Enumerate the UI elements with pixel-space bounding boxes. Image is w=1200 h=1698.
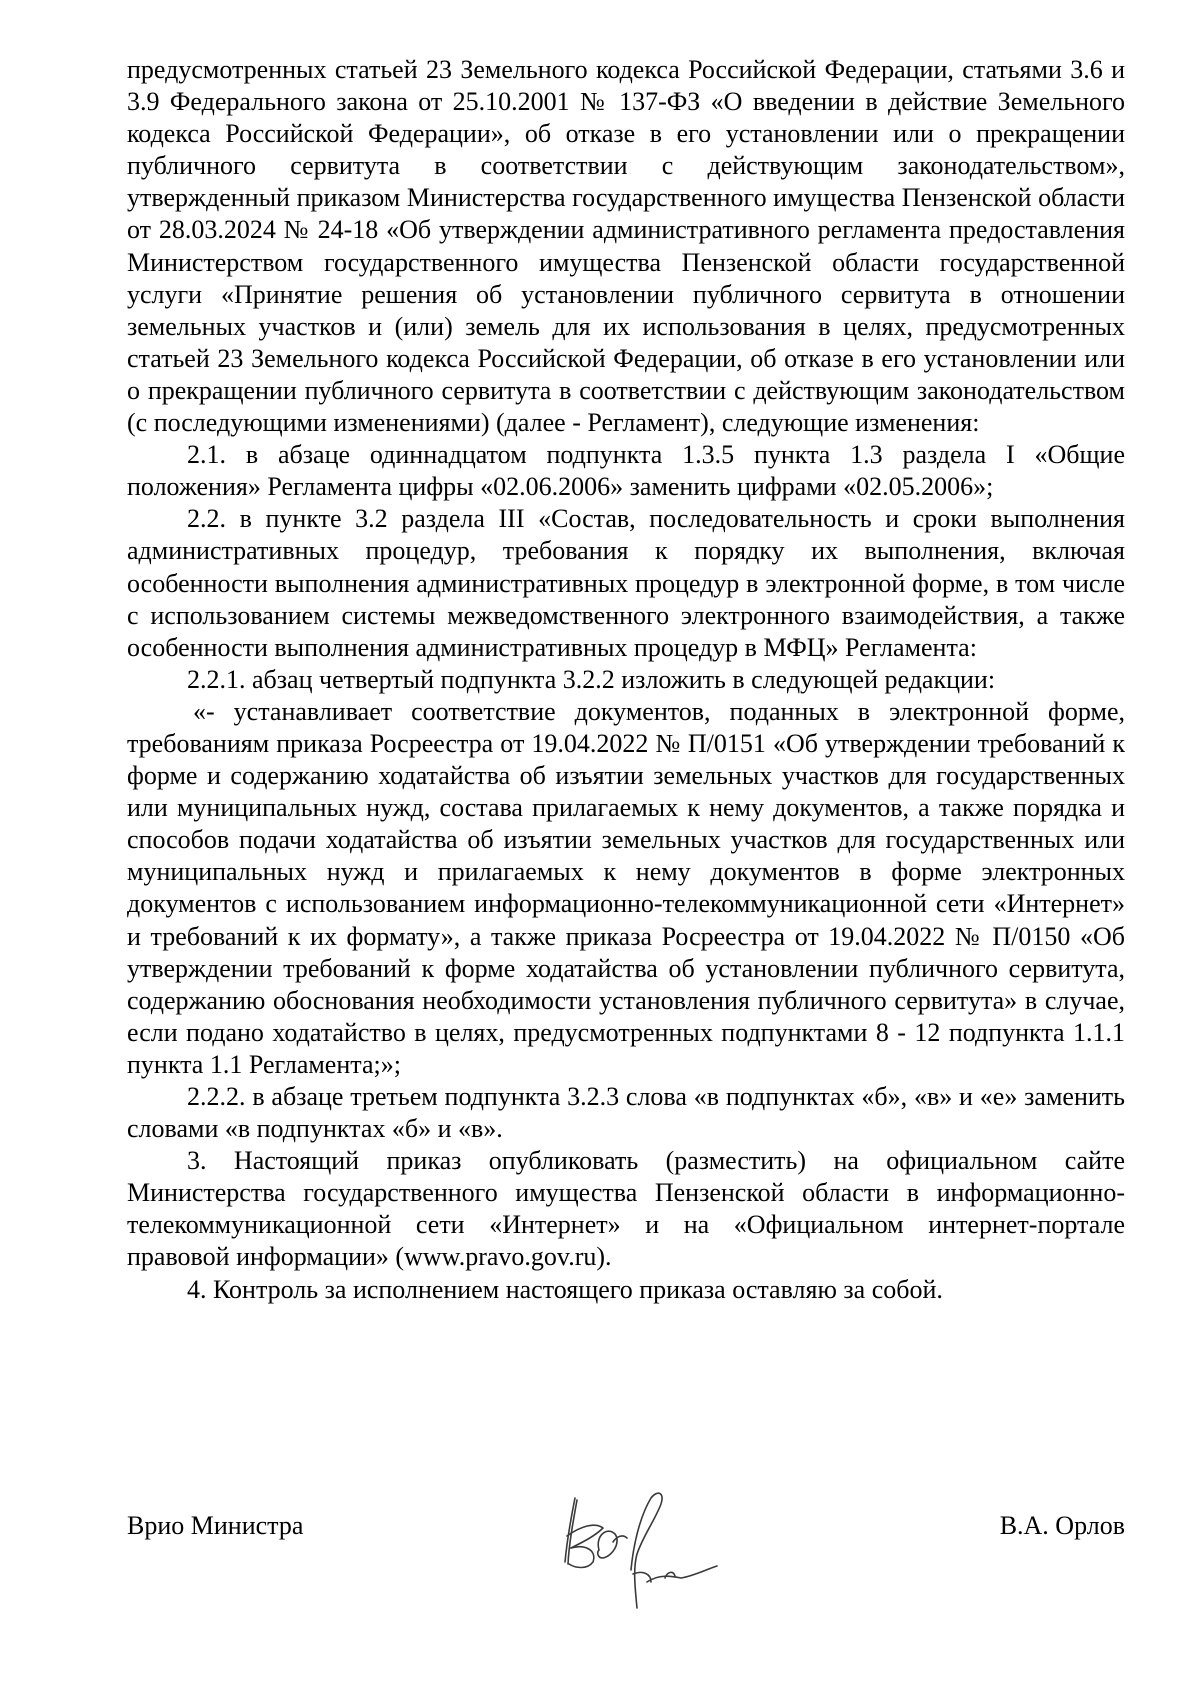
signatory-title: Врио Министра bbox=[127, 1511, 304, 1540]
signature-block bbox=[127, 1498, 1125, 1558]
paragraph-3: 3. Настоящий приказ опубликовать (разместить) на официальном сайте Министерства государственного имущества Пензенской области в информационно-телекоммуникационной сети «Интернет» и на «Официальном интернет-портале правовой информации» (www.pravo.gov.ru). bbox=[127, 1146, 1125, 1272]
document-body bbox=[127, 54, 1125, 1306]
paragraph-quoted-text: «- устанавливает соответствие документов, поданных в электронной форме, требованиям приказа Росреестра от 19.04.2022 № П/0151 «Об утверждении требований к форме и содержанию ходатайства об изъятии земельных участков для государственных или муниципальных нужд, состава прилагаемых к нему документов, а также порядка и способов подачи ходатайства об изъятии земельных участков для государственных или муниципальных нужд и прилагаемых к нему документов в форме электронных документов с использованием информационно-телекоммуникационной сети «Интернет» и требований к их формату», а также приказа Росреестра от 19.04.2022 № П/0150 «Об утверждении требований к форме ходатайства об установлении публичного сервитута, содержанию обоснования необходимости установления публичного сервитута» в случае, если подано ходатайство в целях, предусмотренных подпунктами 8 - 12 подпункта 1.1.1 пункта 1.1 Регламента;»; bbox=[127, 696, 1125, 1079]
signatory-name: В.А. Орлов bbox=[999, 1511, 1125, 1540]
handwritten-signature bbox=[547, 1478, 727, 1628]
paragraph-2-2-2: 2.2.2. в абзаце третьем подпункта 3.2.3 слова «в подпунктах «б», «в» и «е» заменить словами «в подпунктах «б» и «в». bbox=[127, 1082, 1125, 1144]
paragraph-4: 4. Контроль за исполнением настоящего приказа оставляю за собой. bbox=[187, 1274, 943, 1304]
paragraph-2-2: 2.2. в пункте 3.2 раздела III «Состав, последовательность и сроки выполнения административных процедур, требования к порядку их выполнения, включая особенности выполнения административных процедур в электронной форме, в том числе с использованием системы межведомственного электронного взаимодействия, а также особенности выполнения административных процедур в МФЦ» Регламента: bbox=[127, 504, 1125, 662]
paragraph-2-1: 2.1. в абзаце одиннадцатом подпункта 1.3.5 пункта 1.3 раздела I «Общие положения» Регламента цифры «02.06.2006» заменить цифрами «02.05.2006»; bbox=[127, 440, 1125, 502]
paragraph-intro: предусмотренных статьей 23 Земельного кодекса Российской Федерации, статьями 3.6 и 3.9 Федерального закона от 25.10.2001 № 137-ФЗ «О введении в действие Земельного кодекса Российской Федерации», об отказе в его установлении или о прекращении публичного сервитута в соответствии с действующим законодательством», утвержденный приказом Министерства государственного имущества Пензенской области от 28.03.2024 № 24-18 «Об утверждении административного регламента предоставления Министерством государственного имущества Пензенской области государственной услуги «Принятие решения об установлении публичного сервитута в отношении земельных участков и (или) земель для их использования в целях, предусмотренных статьей 23 Земельного кодекса Российской Федерации, об отказе в его установлении или о прекращении публичного сервитута в соответствии с действующим законодательством (с последующими изменениями) (далее - Регламент), следующие изменения: bbox=[127, 55, 1125, 438]
paragraph-2-2-1: 2.2.1. абзац четвертый подпункта 3.2.2 изложить в следующей редакции: bbox=[187, 664, 996, 694]
